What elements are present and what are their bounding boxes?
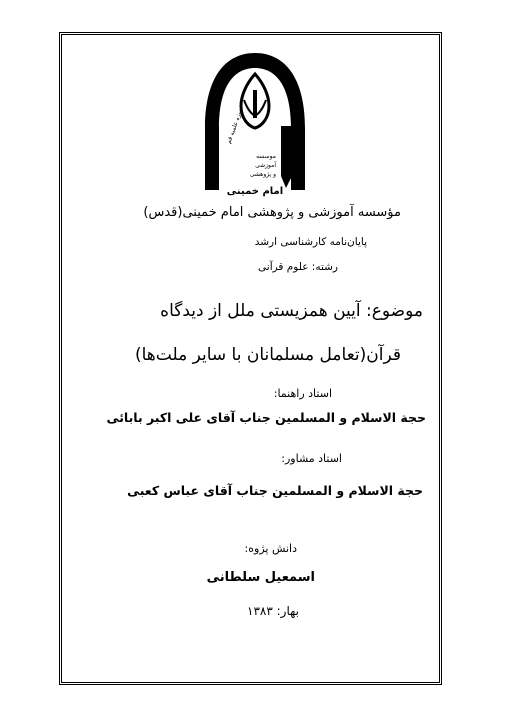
institute-title: مؤسسه آموزشی و پژوهشی امام خمینی(قدس) [143, 205, 401, 220]
subject-line-2: قرآن(تعامل مسلمانان با سایر ملت‌ها) [134, 345, 401, 365]
degree-text: پایان‌نامه کارشناسی ارشد [254, 236, 367, 248]
advisor-label: استاد راهنما: [273, 387, 332, 400]
consultant-label: استاد مشاور: [281, 452, 342, 465]
emblem-side-label-3: و پژوهشی [249, 171, 276, 178]
field-text: رشته: علوم قرآنی [258, 261, 338, 273]
date-text: بهار: ۱۳۸۳ [247, 604, 299, 618]
consultant-name: حجة الاسلام و المسلمین جناب آقای عباس کعبی [127, 483, 423, 498]
emblem-bottom-label: امام خمینی [226, 186, 284, 197]
researcher-label: دانش پژوه: [244, 542, 297, 555]
researcher-name: اسمعیل سلطانی [206, 570, 315, 585]
pen-nib-shape [281, 126, 292, 188]
emblem-side-label-1: موسسه [256, 153, 276, 160]
emblem-arch-label: حوزه علمیه قم [225, 106, 245, 145]
subject-line-1: موضوع: آیین همزیستی ملل از دیدگاه [160, 301, 423, 321]
left-pillar [205, 128, 219, 190]
emblem-side-label-2: آموزشی [255, 162, 276, 169]
emblem-logo [200, 48, 310, 198]
advisor-name: حجة الاسلام و المسلمین جناب آقای علی اکبر بابائی [106, 410, 426, 425]
right-pillar [291, 128, 305, 190]
